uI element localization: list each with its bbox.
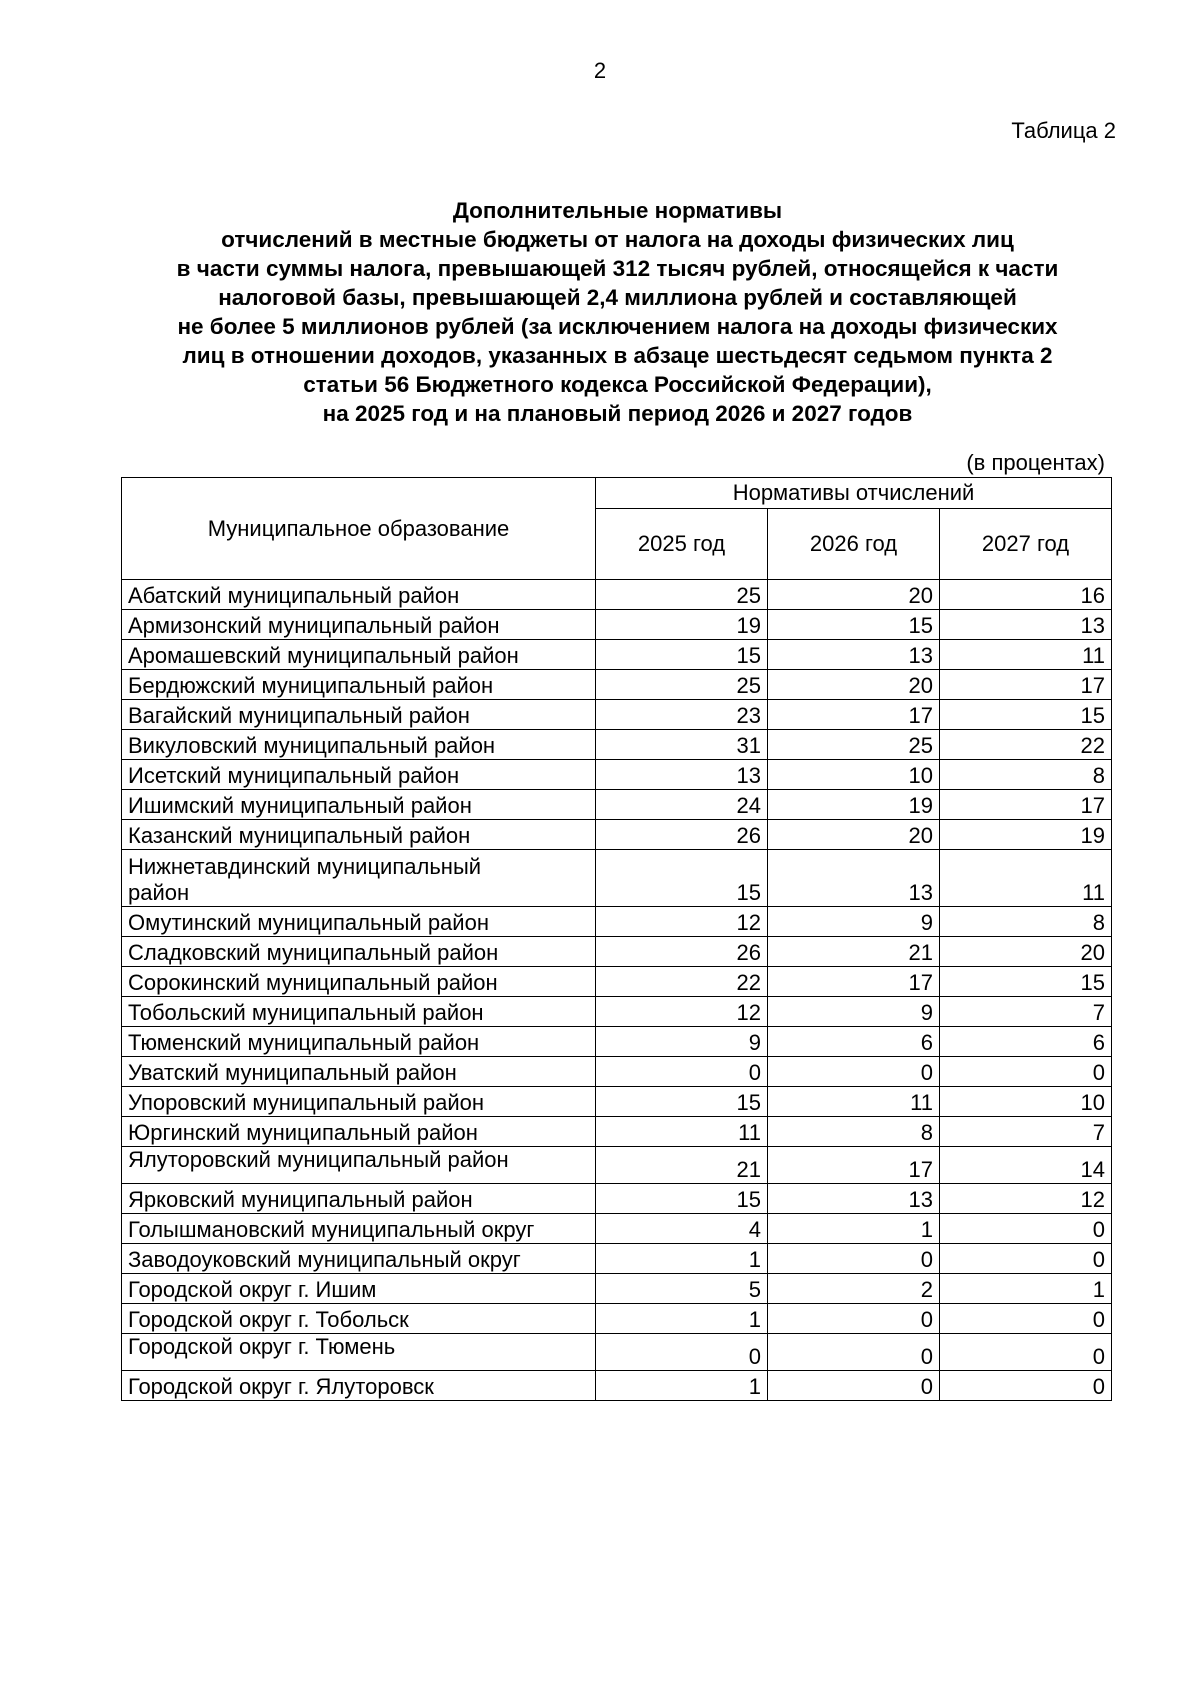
municipality-name-line: Нижнетавдинский муниципальный xyxy=(128,854,482,879)
title-line: статьи 56 Бюджетного кодекса Российской Федерации), xyxy=(303,372,932,397)
value-2025: 15 xyxy=(596,1184,768,1214)
value-2027: 10 xyxy=(940,1087,1112,1117)
value-2025: 23 xyxy=(596,700,768,730)
value-2025: 24 xyxy=(596,790,768,820)
table-row xyxy=(122,937,1112,967)
value-2027: 17 xyxy=(940,670,1112,700)
units-note: (в процентах) xyxy=(966,450,1105,475)
value-2025: 31 xyxy=(596,730,768,760)
municipality-name: Городской округ г. Ишим xyxy=(122,1274,596,1304)
value-2025: 19 xyxy=(596,610,768,640)
municipality-name: Голышмановский муниципальный округ xyxy=(122,1214,596,1244)
title-line: Дополнительные нормативы xyxy=(452,198,783,223)
value-2026: 19 xyxy=(768,790,940,820)
table-row xyxy=(122,1304,1112,1334)
value-2025: 1 xyxy=(596,1304,768,1334)
table-row xyxy=(122,1027,1112,1057)
municipality-name-line: район xyxy=(128,880,190,905)
title-line: на 2025 год и на плановый период 2026 и 2027 годов xyxy=(322,401,913,426)
page-number: 2 xyxy=(593,58,607,83)
value-2026: 0 xyxy=(768,1057,940,1087)
value-2027: 0 xyxy=(940,1214,1112,1244)
table-row xyxy=(122,1184,1112,1214)
value-2027: 11 xyxy=(940,640,1112,670)
value-2027: 0 xyxy=(940,1057,1112,1087)
value-2026: 13 xyxy=(768,850,940,907)
value-2025: 13 xyxy=(596,760,768,790)
value-2026: 15 xyxy=(768,610,940,640)
value-2026: 21 xyxy=(768,937,940,967)
value-2026: 9 xyxy=(768,907,940,937)
value-2026: 17 xyxy=(768,700,940,730)
value-2025: 11 xyxy=(596,1117,768,1147)
table-row xyxy=(122,1274,1112,1304)
municipality-name: Омутинский муниципальный район xyxy=(122,907,596,937)
value-2026: 0 xyxy=(768,1304,940,1334)
table-row xyxy=(122,1334,1112,1371)
header-municipality: Муниципальное образование xyxy=(122,478,596,580)
value-2026: 0 xyxy=(768,1244,940,1274)
value-2026: 9 xyxy=(768,997,940,1027)
municipality-name: Городской округ г. Ялуторовск xyxy=(122,1371,596,1401)
municipality-name xyxy=(122,850,596,907)
municipality-name: Юргинский муниципальный район xyxy=(122,1117,596,1147)
table-row xyxy=(122,907,1112,937)
value-2025: 25 xyxy=(596,580,768,610)
value-2027: 20 xyxy=(940,937,1112,967)
value-2027: 22 xyxy=(940,730,1112,760)
table-row xyxy=(122,967,1112,997)
value-2026: 0 xyxy=(768,1334,940,1371)
value-2027: 7 xyxy=(940,997,1112,1027)
table-row xyxy=(122,610,1112,640)
value-2027: 0 xyxy=(940,1334,1112,1371)
value-2025: 15 xyxy=(596,850,768,907)
municipality-name: Абатский муниципальный район xyxy=(122,580,596,610)
municipality-name: Ярковский муниципальный район xyxy=(122,1184,596,1214)
value-2026: 25 xyxy=(768,730,940,760)
value-2025: 1 xyxy=(596,1371,768,1401)
value-2027: 0 xyxy=(940,1244,1112,1274)
table-label: Таблица 2 xyxy=(1011,118,1116,143)
table-row xyxy=(122,820,1112,850)
municipality-name: Вагайский муниципальный район xyxy=(122,700,596,730)
municipality-name: Ялуторовский муниципальный район xyxy=(122,1147,596,1184)
value-2025: 12 xyxy=(596,907,768,937)
value-2025: 9 xyxy=(596,1027,768,1057)
municipality-name: Сладковский муниципальный район xyxy=(122,937,596,967)
value-2025: 12 xyxy=(596,997,768,1027)
value-2027: 8 xyxy=(940,907,1112,937)
value-2027: 6 xyxy=(940,1027,1112,1057)
value-2027: 11 xyxy=(940,850,1112,907)
value-2027: 15 xyxy=(940,700,1112,730)
value-2027: 15 xyxy=(940,967,1112,997)
municipality-name: Аромашевский муниципальный район xyxy=(122,640,596,670)
table-row xyxy=(122,700,1112,730)
table-row xyxy=(122,790,1112,820)
value-2027: 14 xyxy=(940,1147,1112,1184)
municipality-name: Казанский муниципальный район xyxy=(122,820,596,850)
table-row xyxy=(122,640,1112,670)
table-row xyxy=(122,1057,1112,1087)
municipality-name: Упоровский муниципальный район xyxy=(122,1087,596,1117)
value-2026: 8 xyxy=(768,1117,940,1147)
municipality-name: Тюменский муниципальный район xyxy=(122,1027,596,1057)
value-2026: 20 xyxy=(768,820,940,850)
value-2025: 26 xyxy=(596,820,768,850)
value-2027: 12 xyxy=(940,1184,1112,1214)
municipality-name: Уватский муниципальный район xyxy=(122,1057,596,1087)
value-2026: 2 xyxy=(768,1274,940,1304)
value-2027: 1 xyxy=(940,1274,1112,1304)
title-line: в части суммы налога, превышающей 312 тысяч рублей, относящейся к части xyxy=(176,256,1059,281)
table-row xyxy=(122,670,1112,700)
municipality-name: Городской округ г. Тюмень xyxy=(122,1334,596,1371)
municipality-name: Тобольский муниципальный район xyxy=(122,997,596,1027)
title-line: лиц в отношении доходов, указанных в абзаце шестьдесят седьмом пункта 2 xyxy=(182,343,1053,368)
header-norms: Нормативы отчислений xyxy=(596,478,1112,509)
value-2025: 15 xyxy=(596,640,768,670)
municipality-name: Ишимский муниципальный район xyxy=(122,790,596,820)
value-2025: 4 xyxy=(596,1214,768,1244)
value-2027: 8 xyxy=(940,760,1112,790)
municipality-name: Городской округ г. Тобольск xyxy=(122,1304,596,1334)
value-2026: 20 xyxy=(768,670,940,700)
table-row xyxy=(122,760,1112,790)
value-2025: 0 xyxy=(596,1334,768,1371)
value-2025: 21 xyxy=(596,1147,768,1184)
municipality-name: Бердюжский муниципальный район xyxy=(122,670,596,700)
value-2026: 6 xyxy=(768,1027,940,1057)
value-2027: 0 xyxy=(940,1304,1112,1334)
norms-table xyxy=(121,477,1112,1401)
municipality-name: Заводоуковский муниципальный округ xyxy=(122,1244,596,1274)
table-row xyxy=(122,1244,1112,1274)
value-2026: 17 xyxy=(768,1147,940,1184)
value-2027: 17 xyxy=(940,790,1112,820)
title-line: отчислений в местные бюджеты от налога на доходы физических лиц xyxy=(221,227,1014,252)
value-2027: 19 xyxy=(940,820,1112,850)
value-2025: 25 xyxy=(596,670,768,700)
table-row xyxy=(122,1371,1112,1401)
table-row xyxy=(122,1214,1112,1244)
value-2025: 26 xyxy=(596,937,768,967)
municipality-name: Исетский муниципальный район xyxy=(122,760,596,790)
value-2027: 16 xyxy=(940,580,1112,610)
value-2026: 1 xyxy=(768,1214,940,1244)
value-2026: 10 xyxy=(768,760,940,790)
value-2027: 7 xyxy=(940,1117,1112,1147)
header-year-2025: 2025 год xyxy=(596,509,768,580)
value-2026: 11 xyxy=(768,1087,940,1117)
table-row xyxy=(122,850,1112,907)
value-2026: 0 xyxy=(768,1371,940,1401)
header-year-2027: 2027 год xyxy=(940,509,1112,580)
value-2025: 22 xyxy=(596,967,768,997)
municipality-name: Армизонский муниципальный район xyxy=(122,610,596,640)
municipality-name: Викуловский муниципальный район xyxy=(122,730,596,760)
value-2025: 1 xyxy=(596,1244,768,1274)
table-row xyxy=(122,580,1112,610)
value-2026: 13 xyxy=(768,1184,940,1214)
table-row xyxy=(122,1117,1112,1147)
table-row xyxy=(122,730,1112,760)
value-2026: 17 xyxy=(768,967,940,997)
municipality-name: Сорокинский муниципальный район xyxy=(122,967,596,997)
table-row xyxy=(122,1087,1112,1117)
title-line: не более 5 миллионов рублей (за исключением налога на доходы физических xyxy=(177,314,1058,339)
table-row xyxy=(122,1147,1112,1184)
title-line: налоговой базы, превышающей 2,4 миллиона рублей и составляющей xyxy=(218,285,1017,310)
table-row xyxy=(122,997,1112,1027)
value-2027: 0 xyxy=(940,1371,1112,1401)
header-year-2026: 2026 год xyxy=(768,509,940,580)
value-2027: 13 xyxy=(940,610,1112,640)
value-2025: 15 xyxy=(596,1087,768,1117)
value-2026: 20 xyxy=(768,580,940,610)
value-2025: 5 xyxy=(596,1274,768,1304)
value-2025: 0 xyxy=(596,1057,768,1087)
value-2026: 13 xyxy=(768,640,940,670)
document-title xyxy=(100,196,1135,428)
